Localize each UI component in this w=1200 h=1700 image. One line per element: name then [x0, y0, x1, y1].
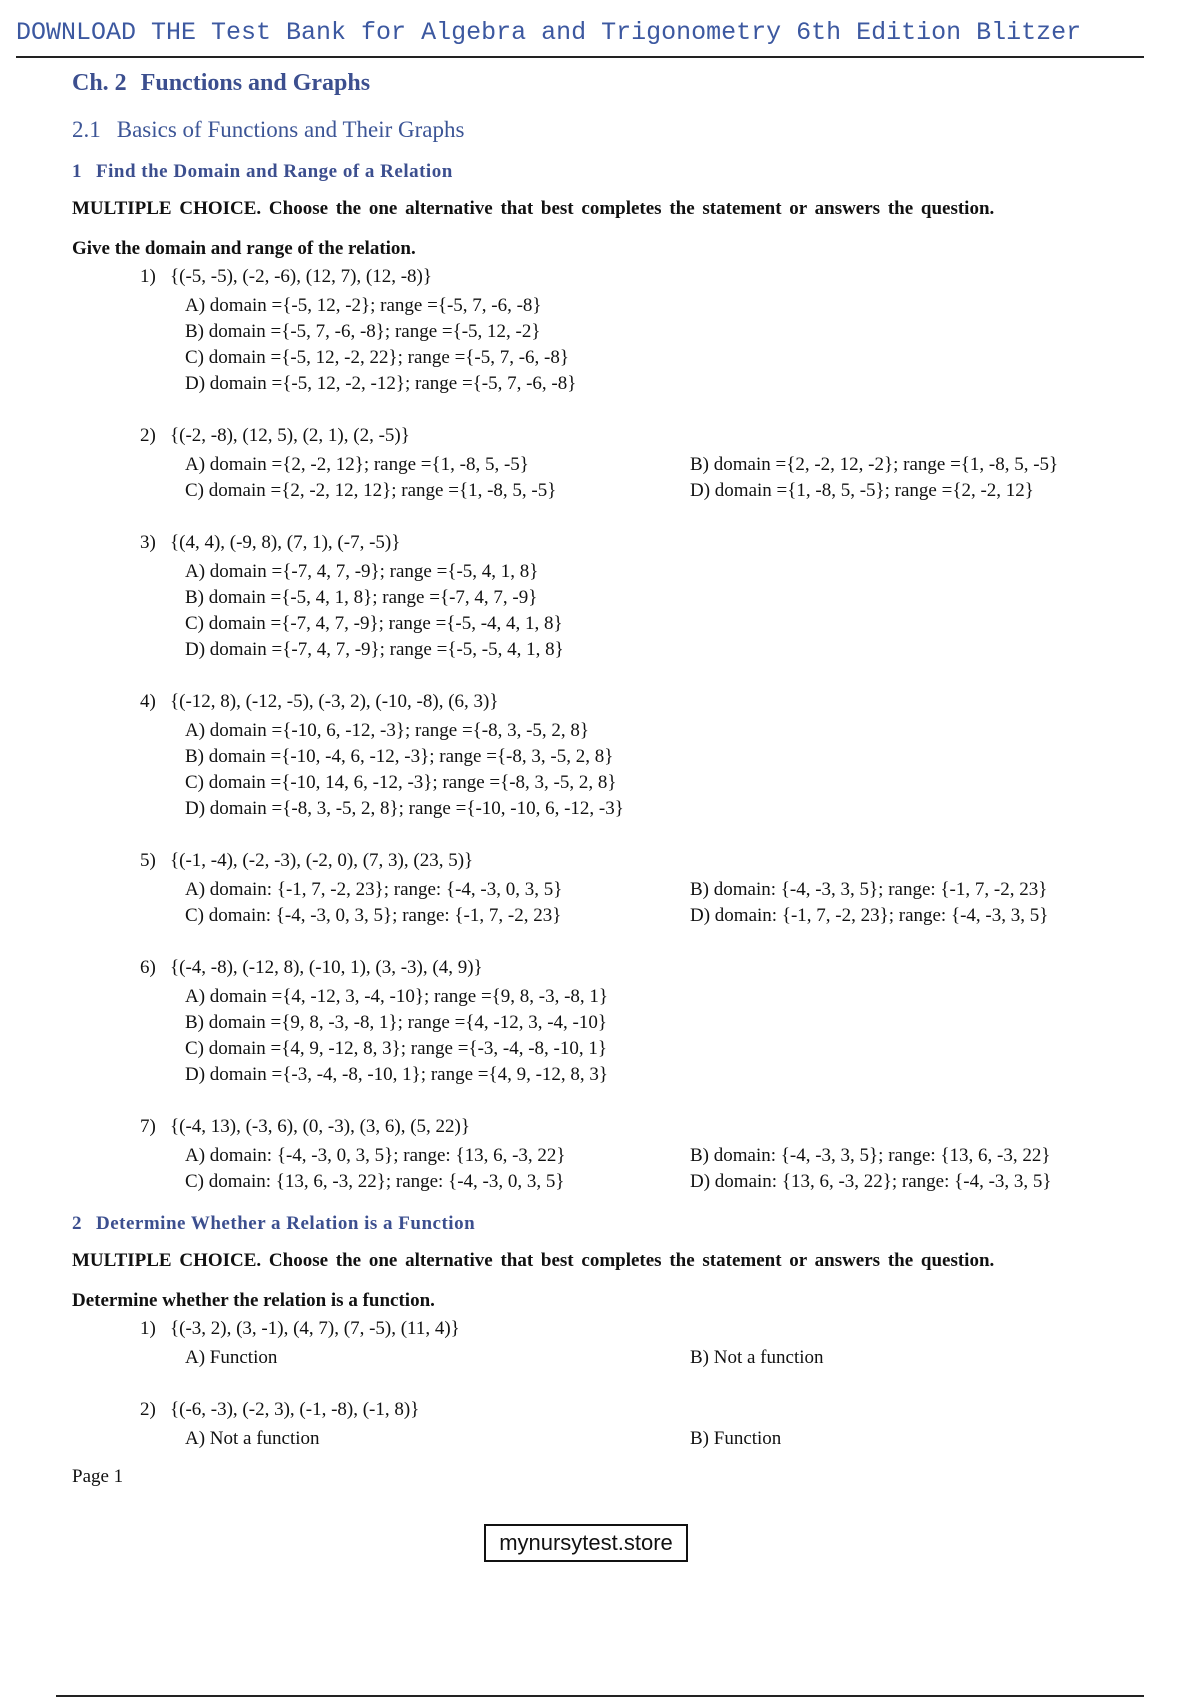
answer-options [140, 293, 1132, 397]
answer-option-d: D) domain ={-5, 12, -2, -12}; range ={-5, 7, -6, -8} [185, 373, 577, 394]
question-text [140, 957, 1132, 979]
answer-option-b: B) domain ={-5, 7, -6, -8}; range ={-5, 12, -2} [185, 321, 541, 342]
chapter-number: Ch. 2 [72, 70, 127, 96]
answer-option-a: A) domain: {-1, 7, -2, 23}; range: {-4, -3, 0, 3, 5} [185, 879, 563, 900]
relation-set: {(-1, -4), (-2, -3), (-2, 0), (7, 3), (23, 5)} [170, 850, 474, 871]
relation-set: {(4, 4), (-9, 8), (7, 1), (-7, -5)} [170, 532, 401, 553]
instruction-text: MULTIPLE CHOICE. Choose the one alternative that best completes the statement or answers the question. [72, 1250, 995, 1271]
answer-options [185, 877, 1132, 929]
question-text [140, 850, 1132, 872]
question-item [140, 425, 1132, 504]
relation-set: {(-6, -3), (-2, 3), (-1, -8), (-1, 8)} [170, 1399, 420, 1420]
answer-option-a: A) domain ={4, -12, 3, -4, -10}; range ={9, 8, -3, -8, 1} [185, 986, 609, 1007]
answer-option-b: B) Not a function [690, 1347, 824, 1368]
answer-option-c: C) domain ={-5, 12, -2, 22}; range ={-5, 7, -6, -8} [185, 347, 570, 368]
answer-option-b: B) domain ={-10, -4, 6, -12, -3}; range ={-8, 3, -5, 2, 8} [185, 746, 614, 767]
question-number: 5) [140, 850, 156, 871]
question-text [140, 266, 1132, 288]
question-number: 6) [140, 957, 156, 978]
answer-option-a: A) Not a function [185, 1428, 320, 1449]
question-text [140, 425, 1132, 447]
question-text [140, 532, 1132, 554]
answer-option-a: A) domain ={-10, 6, -12, -3}; range ={-8, 3, -5, 2, 8} [185, 720, 590, 741]
question-number: 2) [140, 425, 156, 446]
subsection-title: Find the Domain and Range of a Relation [96, 161, 453, 182]
relation-set: {(-2, -8), (12, 5), (2, 1), (2, -5)} [170, 425, 410, 446]
subsection-title: Determine Whether a Relation is a Function [96, 1213, 476, 1234]
answer-option-a: A) domain ={-7, 4, 7, -9}; range ={-5, 4, 1, 8} [185, 561, 539, 582]
question-prompt: Determine whether the relation is a function. [72, 1290, 435, 1311]
answer-option-d: D) domain: {13, 6, -3, 22}; range: {-4, -3, 3, 5} [690, 1171, 1052, 1192]
answer-option-a: A) domain ={2, -2, 12}; range ={1, -8, 5, -5} [185, 454, 529, 475]
subsection-number: 2 [72, 1213, 82, 1234]
answer-option-c: C) domain: {-4, -3, 0, 3, 5}; range: {-1, 7, -2, 23} [185, 905, 562, 926]
relation-set: {(-12, 8), (-12, -5), (-3, 2), (-10, -8), (6, 3)} [170, 691, 499, 712]
question-number: 2) [140, 1399, 156, 1420]
answer-option-b: B) Function [690, 1428, 782, 1449]
question-item [140, 532, 1132, 663]
section-heading [72, 117, 1132, 143]
chapter-title: Functions and Graphs [140, 70, 371, 96]
answer-options [140, 984, 1132, 1088]
watermark-stamp: mynursytest.store [484, 1524, 688, 1562]
question-item [140, 691, 1132, 822]
answer-options [185, 1345, 1132, 1371]
question-text [140, 1399, 1132, 1421]
answer-option-b: B) domain ={-5, 4, 1, 8}; range ={-7, 4, 7, -9} [185, 587, 538, 608]
question-text [140, 691, 1132, 713]
answer-option-a: A) Function [185, 1347, 278, 1368]
question-number: 1) [140, 266, 156, 287]
bottom-rule [56, 1695, 1144, 1697]
question-item [140, 1318, 1132, 1371]
answer-option-c: C) domain ={-10, 14, 6, -12, -3}; range ={-8, 3, -5, 2, 8} [185, 772, 617, 793]
answer-option-c: C) domain: {13, 6, -3, 22}; range: {-4, -3, 0, 3, 5} [185, 1171, 565, 1192]
answer-option-d: D) domain ={-7, 4, 7, -9}; range ={-5, -5, 4, 1, 8} [185, 639, 564, 660]
answer-option-a: A) domain ={-5, 12, -2}; range ={-5, 7, -6, -8} [185, 295, 542, 316]
top-rule [16, 56, 1144, 58]
relation-set: {(-4, 13), (-3, 6), (0, -3), (3, 6), (5, 22)} [170, 1116, 470, 1137]
question-item [140, 1116, 1132, 1195]
relation-set: {(-4, -8), (-12, 8), (-10, 1), (3, -3), (4, 9)} [170, 957, 483, 978]
question-item [140, 266, 1132, 397]
section-number: 2.1 [72, 117, 101, 142]
question-text [140, 1116, 1132, 1138]
question-number: 7) [140, 1116, 156, 1137]
answer-option-b: B) domain ={2, -2, 12, -2}; range ={1, -8, 5, -5} [690, 454, 1059, 475]
answer-option-d: D) domain: {-1, 7, -2, 23}; range: {-4, -3, 3, 5} [690, 905, 1049, 926]
answer-option-c: C) domain ={2, -2, 12, 12}; range ={1, -8, 5, -5} [185, 480, 557, 501]
answer-option-a: A) domain: {-4, -3, 0, 3, 5}; range: {13, 6, -3, 22} [185, 1145, 566, 1166]
chapter-heading [72, 70, 1132, 97]
question-text [140, 1318, 1132, 1340]
question-item [140, 957, 1132, 1088]
section-title: Basics of Functions and Their Graphs [116, 117, 465, 142]
answer-options [185, 452, 1132, 504]
answer-options [185, 1426, 1132, 1452]
download-banner: DOWNLOAD THE Test Bank for Algebra and Trigonometry 6th Edition Blitzer [16, 18, 1082, 47]
answer-option-b: B) domain ={9, 8, -3, -8, 1}; range ={4, -12, 3, -4, -10} [185, 1012, 608, 1033]
answer-option-b: B) domain: {-4, -3, 3, 5}; range: {13, 6, -3, 22} [690, 1145, 1051, 1166]
answer-option-d: D) domain ={-8, 3, -5, 2, 8}; range ={-10, -10, 6, -12, -3} [185, 798, 624, 819]
question-number: 3) [140, 532, 156, 553]
page-number: Page 1 [72, 1466, 124, 1487]
answer-option-d: D) domain ={1, -8, 5, -5}; range ={2, -2, 12} [690, 480, 1034, 501]
question-number: 4) [140, 691, 156, 712]
subsection-number: 1 [72, 161, 82, 182]
question-item [140, 850, 1132, 929]
answer-option-d: D) domain ={-3, -4, -8, -10, 1}; range ={4, 9, -12, 8, 3} [185, 1064, 609, 1085]
subsection-heading [72, 1213, 1132, 1235]
answer-options [140, 718, 1132, 822]
question-number: 1) [140, 1318, 156, 1339]
subsection-heading [72, 161, 1132, 183]
answer-options [185, 1143, 1132, 1195]
relation-set: {(-3, 2), (3, -1), (4, 7), (7, -5), (11, 4)} [170, 1318, 460, 1339]
answer-option-c: C) domain ={-7, 4, 7, -9}; range ={-5, -4, 4, 1, 8} [185, 613, 563, 634]
question-item [140, 1399, 1132, 1452]
answer-options [140, 559, 1132, 663]
document-body [72, 70, 1132, 1488]
relation-set: {(-5, -5), (-2, -6), (12, 7), (12, -8)} [170, 266, 432, 287]
answer-option-c: C) domain ={4, 9, -12, 8, 3}; range ={-3, -4, -8, -10, 1} [185, 1038, 608, 1059]
answer-option-b: B) domain: {-4, -3, 3, 5}; range: {-1, 7, -2, 23} [690, 879, 1048, 900]
instruction-text: MULTIPLE CHOICE. Choose the one alternative that best completes the statement or answers the question. [72, 198, 995, 219]
question-prompt: Give the domain and range of the relation. [72, 238, 416, 259]
